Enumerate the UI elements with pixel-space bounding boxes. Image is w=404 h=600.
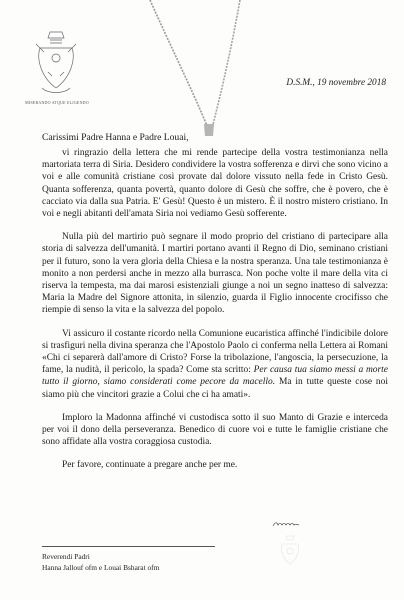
scripture-quote: Per causa tua siamo messi a morte tutto il giorno, siamo considerati come pecore da macello. <box>42 365 388 388</box>
paragraph-4: Imploro la Madonna affinché vi custodisca sotto il suo Manto di Grazie e interceda per voi il dono della perseveranza. Benedico di cuore voi e tutte le famiglie cristiane che sono affidate alla vostra coraggiosa custodia. <box>42 412 388 448</box>
letter-body <box>42 147 388 483</box>
seal-stamp-icon <box>270 534 310 568</box>
salutation: Carissimi Padre Hanna e Padre Louai, <box>42 132 189 143</box>
recipient-title: Reverendi Padri <box>42 552 90 561</box>
paragraph-3 <box>42 328 388 401</box>
paragraph-1: vi ringrazio della lettera che mi rende partecipe della vostra testimonianza nella martoriata terra di Siria. Desidero condividere la vostra sofferenza e dirvi che sono vicino a voi e alle comunità cristiane così provate dal dolore vissuto nella fede in Cristo Gesù. Quanta sofferenza, quanta povertà, quanto dolore di Gesù che soffre, che è povero, che è cacciato via dalla sua Patria. E' Gesù! Questo è un mistero. È il nostro mistero cristiano. In voi e negli abitanti dell'amata Siria noi vediamo Gesù sofferente. <box>42 148 388 220</box>
crest-motto: MISERANDO ATQUE ELIGENDO <box>25 100 89 105</box>
signature <box>272 520 300 528</box>
paragraph-3-text-end: Ma in tutte queste cose noi siamo più che vincitori grazie a Colui che ci ha amati». <box>42 377 388 400</box>
footer-divider <box>42 546 215 547</box>
recipient-names: Hanna Jallouf ofm e Louai Bsharat ofm <box>42 562 160 572</box>
closing-line: Per favore, continuate a pregare anche per me. <box>62 460 238 471</box>
papal-coat-of-arms-icon <box>28 30 84 100</box>
paragraph-3-text: Vi assicuro il costante ricordo nella Comunione eucaristica affinché l'indicibile dolore si trasfiguri nella divina speranza che l'Apostolo Paolo ci conferma nella Lettera ai Romani «Chi ci separerà dall'amore di Cristo? Forse la tribolazione, l'angoscia, la persecuzione, la fame, la nudità, il pericolo, la spada? Come sta scritto: <box>42 328 388 376</box>
recipient-block <box>42 552 159 573</box>
paragraph-2: Nulla più del martirio può segnare il modo proprio del cristiano di partecipare alla storia di salvezza dell'umanità. I martiri portano avanti il Regno di Dio, seminano cristiani per il futuro, sono la vera gloria della Chiesa e la nostra speranza. Una tale testimonianza è monito a non perdersi anche in mezzo alla burrasca. Non poche volte il mare della vita ci riserva la tempesta, ma dai marosi esistenziali giunge a noi un segno inatteso di salvezza: Maria la Madre del Signore attonita, in silenzio, guarda il Figlio innocente crocifisso che riempie di senso la vita e la salvezza del popolo. <box>42 232 388 316</box>
letter-date: D.S.M., 19 novembre 2018 <box>286 78 386 88</box>
